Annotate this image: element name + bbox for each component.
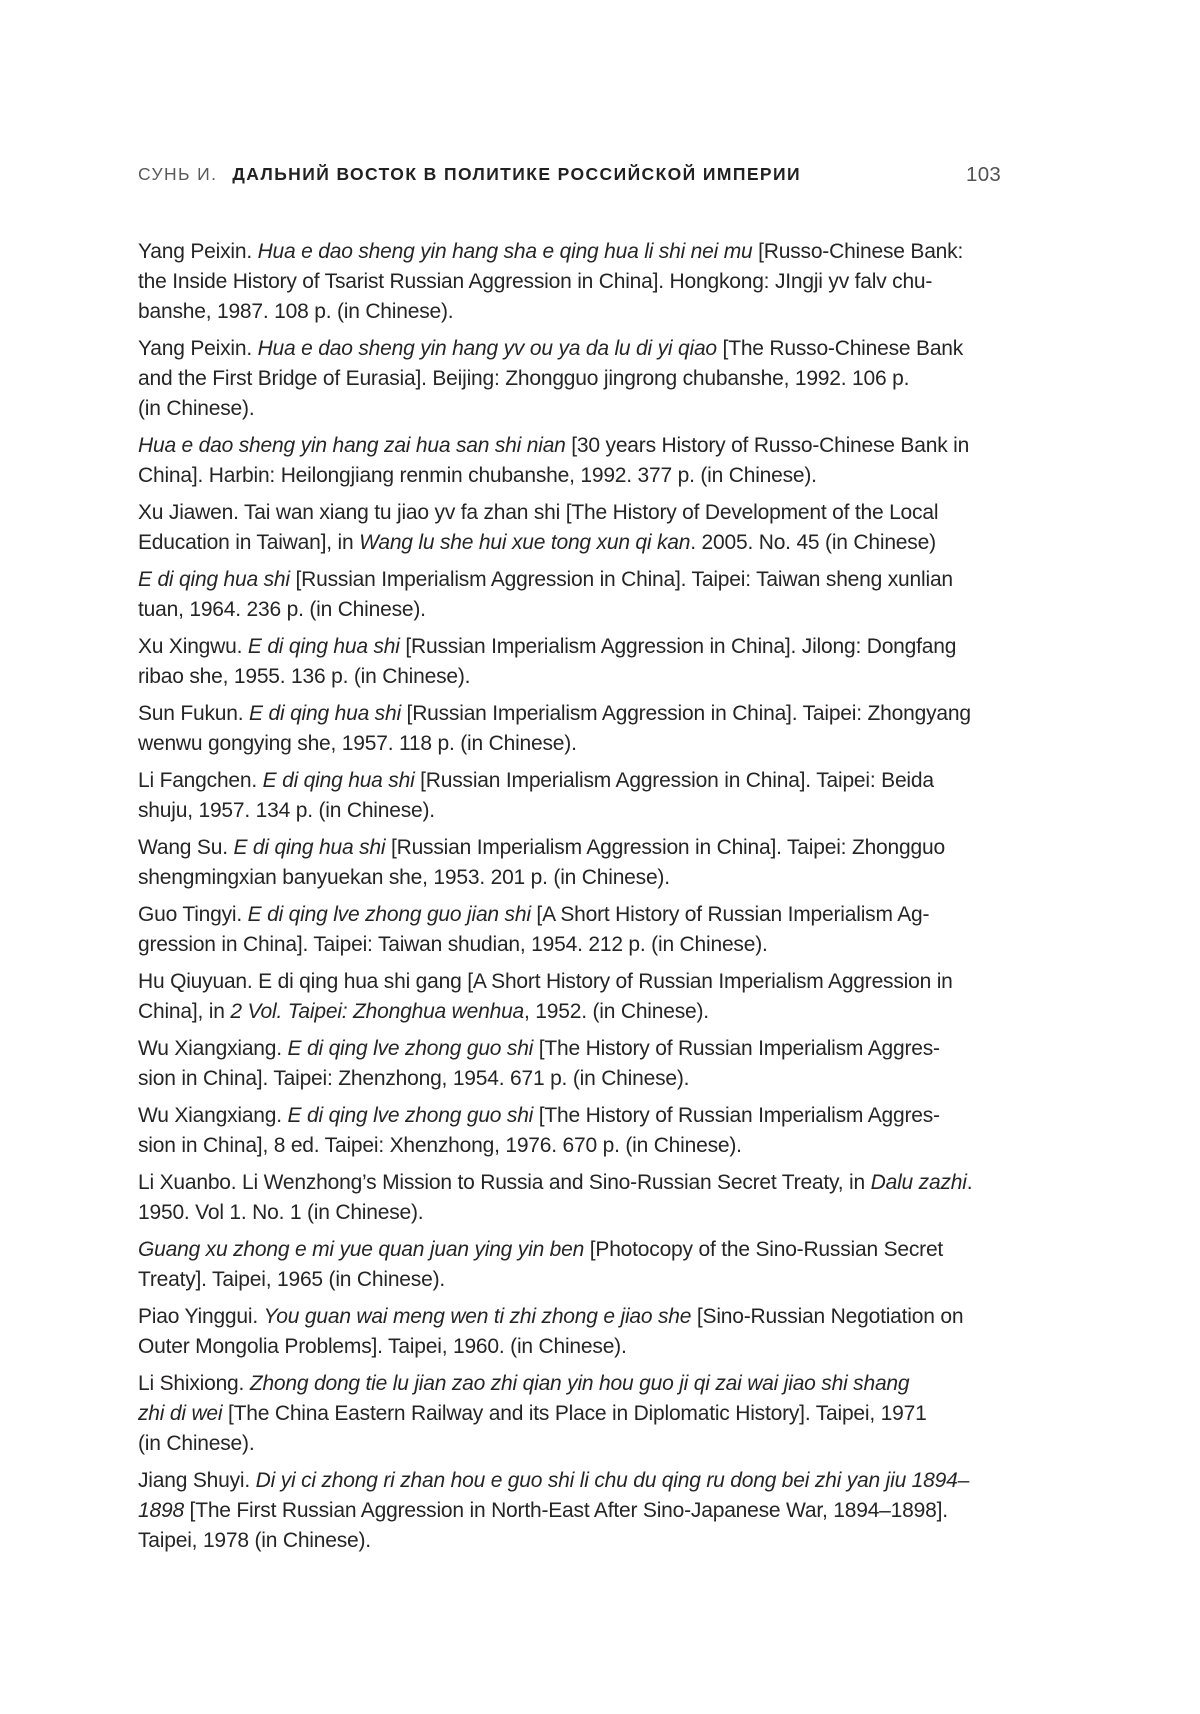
bibliography-entry [138,967,1048,1027]
bibliography-entry [138,1235,1048,1295]
entry-title-segment: Dalu zazhi [870,1171,967,1194]
entry-title-segment: E di qing hua shi [247,635,400,658]
entry-text-segment: Xu Jiawen. Tai wan xiang tu jiao yv fa zhan shi [The History of Development of the Local Education in Taiwan], in [138,501,939,554]
entry-text-segment: Hu Qiuyuan. E di qing hua shi gang [A Short History of Russian Imperialism Aggression in China], in [138,970,953,1023]
entry-text-segment: Li Xuanbo. Li Wenzhong’s Mission to Russia and Sino-Russian Secret Treaty, in [138,1171,871,1194]
entry-text-segment: Piao Yinggui. [138,1305,264,1328]
entry-text-segment: [Russian Imperialism Aggression in China]. Taipei: Zhongguo shengmingxian banyuekan she, 1953. 201 p. (in Chinese). [138,836,945,889]
entry-title-segment: 2 Vol. Taipei: Zhonghua wenhua [230,1000,525,1023]
bibliography-entry [138,1168,1048,1228]
entry-text-segment: [Russo-Chinese Bank: the Inside History of Tsarist Russian Aggression in China]. Hongkong: JIngji yv falv chu- banshe, 1987. 108 p. (in Chinese). [138,240,964,323]
page-number: 103 [966,163,1002,186]
running-head-title: ДАЛЬНИЙ ВОСТОК В ПОЛИТИКЕ РОССИЙСКОЙ ИМПЕРИИ [232,164,801,184]
entry-text-segment: [Russian Imperialism Aggression in China]. Jilong: Dongfang ribao she, 1955. 136 p. (in Chinese). [138,635,957,688]
entry-text-segment: Sun Fukun. [138,702,250,725]
entry-title-segment: Di yi ci zhong ri zhan hou e guo shi li chu du qing ru dong bei zhi yan jiu 1894– 1898 [138,1469,970,1522]
entry-title-segment: Hua e dao sheng yin hang sha e qing hua li shi nei mu [257,240,753,263]
entry-text-segment: Yang Peixin. [138,240,258,263]
entry-text-segment: . 1950. Vol 1. No. 1 (in Chinese). [138,1171,973,1224]
bibliography-entry [138,1369,1048,1459]
entry-text-segment: [Russian Imperialism Aggression in China]. Taipei: Zhongyang wenwu gongying she, 1957. 118 p. (in Chinese). [138,702,971,755]
bibliography-entry [138,699,1048,759]
entry-title-segment: E di qing lve zhong guo shi [287,1037,534,1060]
entry-title-segment: Zhong dong tie lu jian zao zhi qian yin hou guo ji qi zai wai jiao shi shang zhi di wei [138,1372,910,1425]
bibliography-entry [138,1302,1048,1362]
bibliography-entry [138,334,1048,424]
entry-text-segment: Yang Peixin. [138,337,258,360]
entry-text-segment: Li Fangchen. [138,769,263,792]
entry-title-segment: E di qing lve zhong guo shi [287,1104,534,1127]
bibliography-entry [138,565,1048,625]
entry-text-segment: [The China Eastern Railway and its Place in Diplomatic History]. Taipei, 1971 (in Chinese). [138,1402,927,1455]
running-head-author: СУНЬ И. [138,164,218,184]
entry-text-segment: . 2005. No. 45 (in Chinese) [690,531,936,554]
entry-text-segment: Wang Su. [138,836,234,859]
entry-text-segment: [A Short History of Russian Imperialism Ag- gression in China]. Taipei: Taiwan shudian, 1954. 212 p. (in Chinese). [138,903,930,956]
entry-title-segment: E di qing hua shi [233,836,386,859]
entry-text-segment: [30 years History of Russo-Chinese Bank in China]. Harbin: Heilongjiang renmin chubanshe, 1992. 377 p. (in Chinese). [138,434,970,487]
entry-text-segment: [The History of Russian Imperialism Aggres- sion in China]. Taipei: Zhenzhong, 1954. 671 p. (in Chinese). [138,1037,940,1090]
entry-text-segment: [Russian Imperialism Aggression in China]. Taipei: Taiwan sheng xunlian tuan, 1964. 236 p. (in Chinese). [138,568,953,621]
running-head [138,163,801,185]
entry-text-segment: Wu Xiangxiang. [138,1037,288,1060]
entry-title-segment: E di qing hua shi [249,702,401,725]
entry-text-segment: [The First Russian Aggression in North-East After Sino-Japanese War, 1894–1898]. Taipei, 1978 (in Chinese). [138,1499,948,1552]
entry-title-segment: E di qing hua shi [138,568,290,591]
entry-text-segment: [Russian Imperialism Aggression in China]. Taipei: Beida shuju, 1957. 134 p. (in Chinese). [138,769,934,822]
bibliography-entry [138,1101,1048,1161]
entry-text-segment: Jiang Shuyi. [138,1469,256,1492]
bibliography-entry [138,1466,1048,1556]
bibliography-entry [138,431,1048,491]
bibliography-list [138,237,1048,1563]
entry-text-segment: Wu Xiangxiang. [138,1104,288,1127]
entry-title-segment: You guan wai meng wen ti zhi zhong e jiao she [263,1305,692,1328]
bibliography-entry [138,632,1048,692]
entry-title-segment: E di qing hua shi [262,769,415,792]
bibliography-entry [138,1034,1048,1094]
entry-title-segment: Wang lu she hui xue tong xun qi kan [359,531,691,554]
entry-title-segment: E di qing lve zhong guo jian shi [247,903,531,926]
entry-text-segment: [The History of Russian Imperialism Aggres- sion in China], 8 ed. Taipei: Xhenzhong, 1976. 670 p. (in Chinese). [138,1104,940,1157]
entry-text-segment: [Sino-Russian Negotiation on Outer Mongolia Problems]. Taipei, 1960. (in Chinese). [138,1305,964,1358]
bibliography-entry [138,766,1048,826]
entry-text-segment: [The Russo-Chinese Bank and the First Bridge of Eurasia]. Beijing: Zhongguo jingrong chubanshe, 1992. 106 p. (in Chinese). [138,337,964,420]
entry-title-segment: Guang xu zhong e mi yue quan juan ying yin ben [138,1238,585,1261]
bibliography-entry [138,900,1048,960]
entry-text-segment: Xu Xingwu. [138,635,248,658]
bibliography-entry [138,237,1048,327]
entry-title-segment: Hua e dao sheng yin hang yv ou ya da lu di yi qiao [257,337,717,360]
bibliography-entry [138,833,1048,893]
entry-text-segment: , 1952. (in Chinese). [524,1000,709,1023]
bibliography-entry [138,498,1048,558]
entry-title-segment: Hua e dao sheng yin hang zai hua san shi nian [138,434,566,457]
entry-text-segment: [Photocopy of the Sino-Russian Secret Treaty]. Taipei, 1965 (in Chinese). [138,1238,944,1291]
entry-text-segment: Li Shixiong. [138,1372,250,1395]
entry-text-segment: Guo Tingyi. [138,903,248,926]
